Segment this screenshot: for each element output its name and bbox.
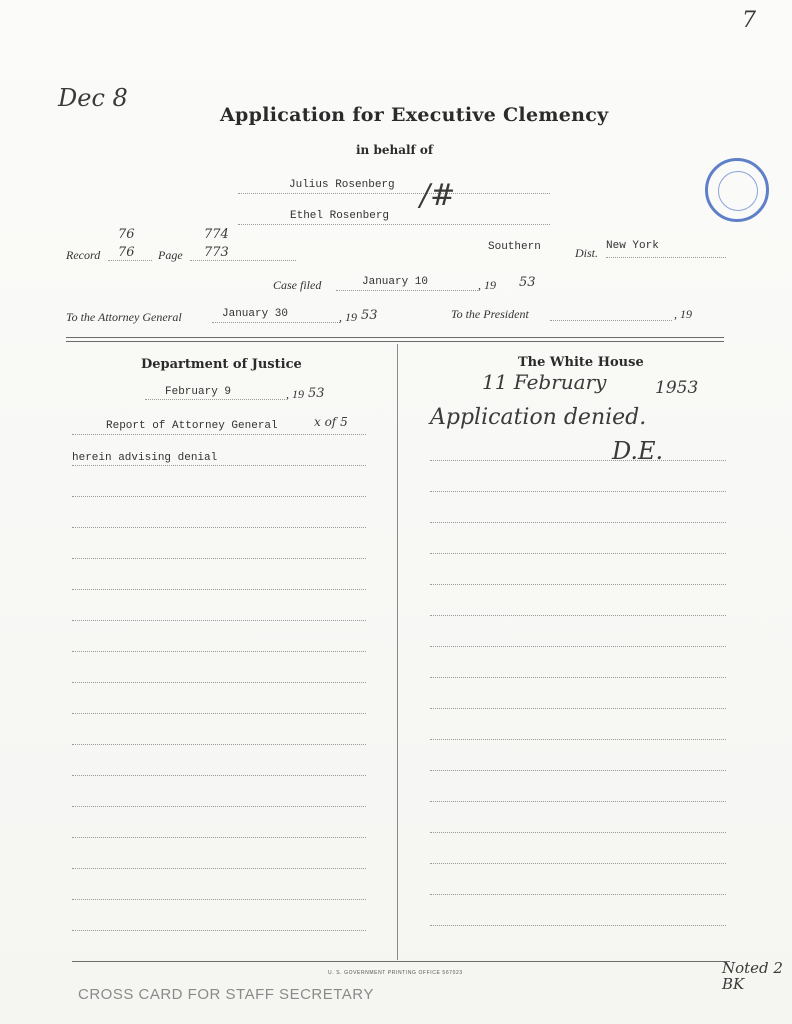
ruled-line [72, 775, 366, 776]
white-house-decision: Application denied. [430, 405, 647, 430]
page-label: Page [158, 248, 183, 262]
attorney-general-year: 53 [361, 308, 378, 323]
district-prefix: Southern [488, 241, 541, 253]
attorney-general-label: To the Attorney General [66, 310, 182, 324]
doj-date: February 9 [165, 386, 232, 398]
ruled-line [72, 527, 366, 528]
page-number: 773 [204, 245, 229, 260]
ruled-line [72, 465, 366, 466]
ruled-line [430, 770, 726, 771]
section-divider [66, 337, 724, 338]
ruled-line [72, 868, 366, 869]
case-filed-date: January 10 [362, 276, 429, 288]
white-house-date: 11 February [482, 370, 607, 394]
president-label: To the President [451, 307, 529, 321]
ruled-line [72, 806, 366, 807]
form-title: Application for Executive Clemency [220, 104, 609, 126]
attorney-general-year-prefix: , 19 [339, 310, 357, 324]
record-number: 76 [118, 245, 135, 260]
applicant-name: Julius Rosenberg [289, 179, 395, 191]
gpo-imprint: U. S. GOVERNMENT PRINTING OFFICE 567023 [328, 970, 463, 976]
bottom-rule [72, 961, 730, 962]
ruled-line [430, 677, 726, 678]
case-filed-year-prefix: , 19 [478, 278, 496, 292]
ruled-line [430, 863, 726, 864]
ruled-line [430, 584, 726, 585]
doj-advice-line: herein advising denial [72, 452, 218, 464]
applicant-mark: /# [420, 178, 456, 213]
top-right-mark: 7 [742, 8, 756, 33]
record-number-handwritten: 76 [118, 227, 135, 242]
doj-heading: Department of Justice [141, 357, 302, 372]
president-year-prefix: , 19 [674, 307, 692, 321]
library-seal-stamp [705, 158, 769, 222]
ruled-line [430, 925, 726, 926]
ruled-line [72, 620, 366, 621]
ruled-line [72, 496, 366, 497]
record-label: Record [66, 248, 101, 262]
ruled-line [430, 522, 726, 523]
case-filed-year: 53 [519, 275, 536, 290]
applicant-name: Ethel Rosenberg [290, 210, 390, 222]
doj-copy-note: x of 5 [314, 415, 348, 429]
doj-year-prefix: , 19 [286, 387, 304, 401]
doj-report-line: Report of Attorney General [106, 420, 278, 432]
doj-year: 53 [308, 386, 325, 401]
district-label: Dist. [575, 246, 599, 260]
ruled-line [430, 708, 726, 709]
ruled-line [72, 713, 366, 714]
white-house-year: 1953 [655, 378, 699, 398]
ruled-line [430, 739, 726, 740]
ruled-line [72, 558, 366, 559]
ruled-line [72, 744, 366, 745]
ruled-line [430, 615, 726, 616]
white-house-heading: The White House [518, 355, 644, 370]
form-subtitle: in behalf of [356, 143, 434, 157]
ruled-line [430, 646, 726, 647]
ruled-line [430, 894, 726, 895]
ruled-line [72, 682, 366, 683]
ruled-line [72, 837, 366, 838]
white-house-initials: D.E. [612, 437, 664, 465]
attorney-general-date: January 30 [222, 308, 289, 320]
ruled-line [72, 899, 366, 900]
ruled-line [430, 460, 726, 461]
corner-initials: Dec 8 [58, 84, 128, 112]
corner-note: Noted 2 BK [722, 959, 783, 993]
ruled-line [72, 589, 366, 590]
district-value: New York [606, 240, 659, 252]
cross-card-stamp: CROSS CARD FOR STAFF SECRETARY [78, 986, 374, 1003]
column-divider [397, 344, 398, 960]
ruled-line [430, 801, 726, 802]
ruled-line [72, 434, 366, 435]
ruled-line [430, 491, 726, 492]
ruled-line [72, 930, 366, 931]
page-number-handwritten: 774 [204, 227, 229, 242]
ruled-line [430, 553, 726, 554]
ruled-line [430, 832, 726, 833]
case-filed-label: Case filed [273, 278, 322, 292]
ruled-line [72, 651, 366, 652]
